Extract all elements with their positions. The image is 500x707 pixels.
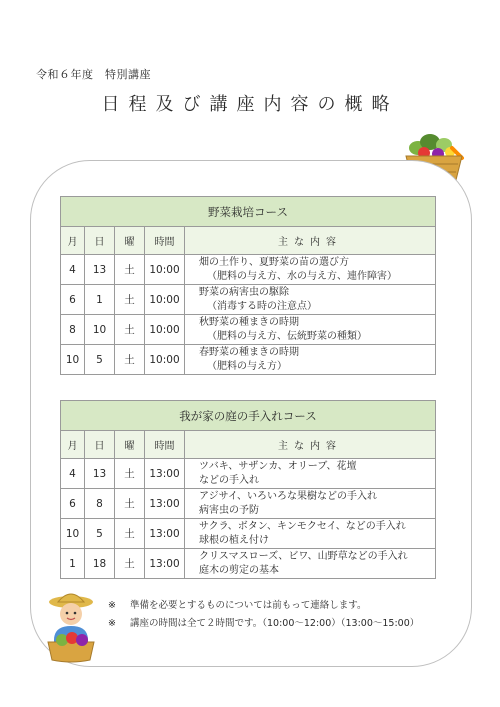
cell-weekday: 土 bbox=[115, 519, 145, 549]
column-content: 主な内容 bbox=[185, 227, 436, 255]
note-text: 講座の時間は全て２時間です。（10:00～12:00）（13:00～15:00） bbox=[130, 618, 420, 629]
cell-month: 10 bbox=[61, 345, 85, 375]
document-title: 日程及び講座内容の概略 bbox=[101, 94, 399, 115]
column-content: 主な内容 bbox=[185, 431, 436, 459]
note-text: 準備を必要とするものについては前もって連絡します。 bbox=[130, 600, 367, 611]
cell-weekday: 土 bbox=[115, 549, 145, 579]
table-row bbox=[61, 489, 436, 519]
content-line: クリスマスローズ、ビワ、山野草などの手入れ bbox=[199, 550, 408, 562]
content-line: 秋野菜の種まきの時期 bbox=[199, 316, 299, 328]
column-day: 日 bbox=[85, 227, 115, 255]
table-row bbox=[61, 315, 436, 345]
note-mark: ※ bbox=[108, 600, 116, 611]
document-subtitle: 令和６年度 特別講座 bbox=[36, 68, 151, 81]
table-row bbox=[61, 255, 436, 285]
cell-time: 13:00 bbox=[145, 519, 185, 549]
cell-weekday: 土 bbox=[115, 255, 145, 285]
content-line: アジサイ、いろいろな果樹などの手入れ bbox=[199, 490, 377, 502]
cell-month: 4 bbox=[61, 255, 85, 285]
cell-day: 13 bbox=[85, 459, 115, 489]
content-line: 春野菜の種まきの時期 bbox=[199, 346, 299, 358]
content-line: ツバキ、サザンカ、オリーブ、花壇 bbox=[199, 460, 357, 472]
column-month: 月 bbox=[61, 431, 85, 459]
farmer-with-vegetables-icon bbox=[40, 590, 102, 664]
content-detail: 病害虫の予防 bbox=[199, 504, 259, 516]
cell-weekday: 土 bbox=[115, 315, 145, 345]
cell-month: 1 bbox=[61, 549, 85, 579]
cell-month: 10 bbox=[61, 519, 85, 549]
note-item bbox=[108, 597, 419, 615]
cell-weekday: 土 bbox=[115, 489, 145, 519]
table-row bbox=[61, 285, 436, 315]
cell-weekday: 土 bbox=[115, 345, 145, 375]
column-time: 時間 bbox=[145, 227, 185, 255]
column-weekday: 曜 bbox=[115, 431, 145, 459]
column-day: 日 bbox=[85, 431, 115, 459]
note-mark: ※ bbox=[108, 618, 116, 629]
cell-time: 10:00 bbox=[145, 315, 185, 345]
content-detail: （肥料の与え方、水の与え方、連作障害） bbox=[207, 270, 397, 282]
content-line: サクラ、ボタン、キンモクセイ、などの手入れ bbox=[199, 520, 406, 532]
vegetable-course-table bbox=[60, 196, 436, 375]
cell-weekday: 土 bbox=[115, 459, 145, 489]
content-detail: （消毒する時の注意点） bbox=[207, 300, 317, 312]
cell-month: 6 bbox=[61, 489, 85, 519]
cell-time: 13:00 bbox=[145, 489, 185, 519]
content-detail: などの手入れ bbox=[199, 474, 259, 486]
table-row bbox=[61, 345, 436, 375]
content-line: 野菜の病害虫の駆除 bbox=[199, 286, 289, 298]
cell-day: 10 bbox=[85, 315, 115, 345]
cell-content bbox=[185, 315, 436, 345]
course-title: 野菜栽培コース bbox=[61, 197, 436, 227]
cell-day: 5 bbox=[85, 345, 115, 375]
garden-course-table bbox=[60, 400, 436, 579]
cell-content bbox=[185, 519, 436, 549]
cell-day: 1 bbox=[85, 285, 115, 315]
cell-day: 5 bbox=[85, 519, 115, 549]
content-detail: （肥料の与え方、伝統野菜の種類） bbox=[207, 330, 367, 342]
cell-content bbox=[185, 489, 436, 519]
cell-content bbox=[185, 549, 436, 579]
cell-content bbox=[185, 285, 436, 315]
cell-weekday: 土 bbox=[115, 285, 145, 315]
column-time: 時間 bbox=[145, 431, 185, 459]
content-detail: （肥料の与え方） bbox=[207, 360, 287, 372]
table-row bbox=[61, 459, 436, 489]
table-row bbox=[61, 519, 436, 549]
cell-month: 8 bbox=[61, 315, 85, 345]
cell-time: 13:00 bbox=[145, 549, 185, 579]
table-row bbox=[61, 549, 436, 579]
content-detail: 球根の植え付け bbox=[199, 534, 269, 546]
note-item bbox=[108, 615, 419, 633]
cell-day: 13 bbox=[85, 255, 115, 285]
cell-month: 6 bbox=[61, 285, 85, 315]
course-title: 我が家の庭の手入れコース bbox=[61, 401, 436, 431]
cell-time: 10:00 bbox=[145, 255, 185, 285]
column-weekday: 曜 bbox=[115, 227, 145, 255]
content-line: 畑の土作り、夏野菜の苗の選び方 bbox=[199, 256, 349, 268]
cell-time: 13:00 bbox=[145, 459, 185, 489]
cell-month: 4 bbox=[61, 459, 85, 489]
cell-day: 8 bbox=[85, 489, 115, 519]
cell-content bbox=[185, 255, 436, 285]
content-detail: 庭木の剪定の基本 bbox=[199, 564, 279, 576]
cell-content bbox=[185, 459, 436, 489]
cell-time: 10:00 bbox=[145, 345, 185, 375]
cell-content bbox=[185, 345, 436, 375]
cell-day: 18 bbox=[85, 549, 115, 579]
cell-time: 10:00 bbox=[145, 285, 185, 315]
column-month: 月 bbox=[61, 227, 85, 255]
notes bbox=[108, 597, 419, 633]
